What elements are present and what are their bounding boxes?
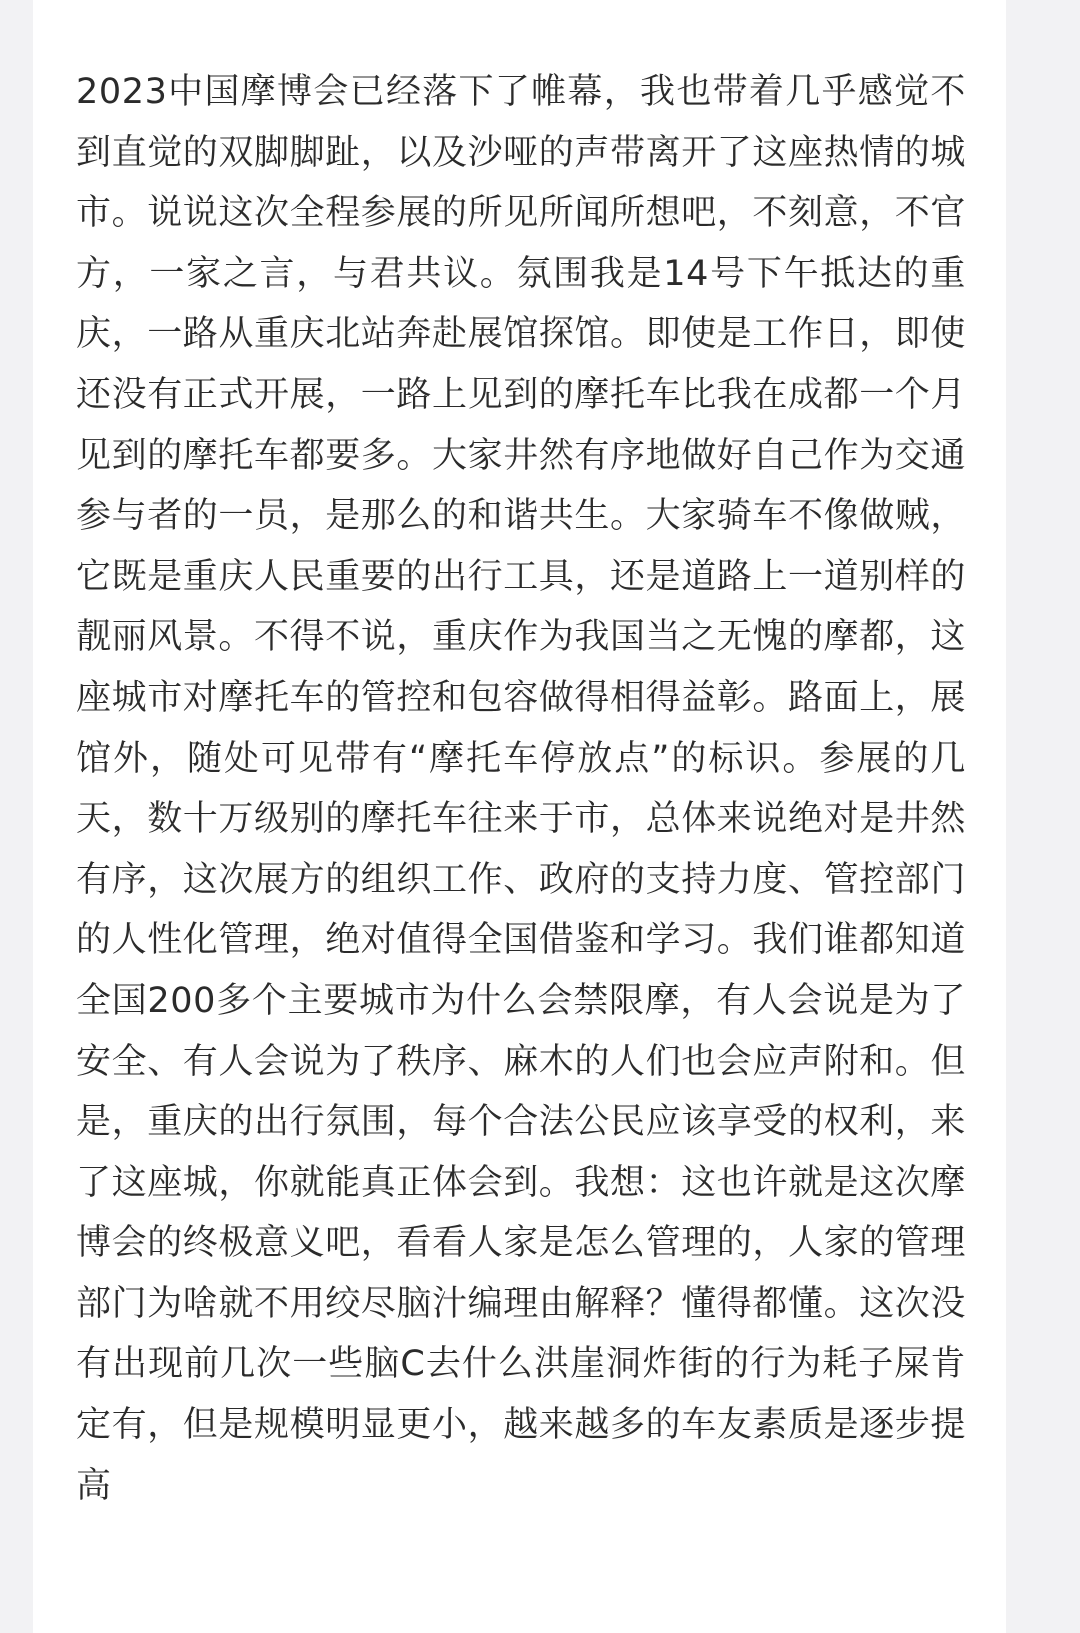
article-card [33, 0, 1006, 1633]
article-body-text: 2023中国摩博会已经落下了帷幕，我也带着几乎感觉不到直觉的双脚脚趾，以及沙哑的声带离开了这座热情的城市。说说这次全程参展的所见所闻所想吧，不刻意，不官方，一家之言，与君共议。氛围我是14号下午抵达的重庆，一路从重庆北站奔赴展馆探馆。即使是工作日，即使还没有正式开展，一路上见到的摩托车比我在成都一个月见到的摩托车都要多。大家井然有序地做好自己作为交通参与者的一员，是那么的和谐共生。大家骑车不像做贼，它既是重庆人民重要的出行工具，还是道路上一道别样的靓丽风景。不得不说，重庆作为我国当之无愧的摩都，这座城市对摩托车的管控和包容做得相得益彰。路面上，展馆外，随处可见带有“摩托车停放点”的标识。参展的几天，数十万级别的摩托车往来于市，总体来说绝对是井然有序，这次展方的组织工作、政府的支持力度、管控部门的人性化管理，绝对值得全国借鉴和学习。我们谁都知道全国200多个主要城市为什么会禁限摩，有人会说是为了安全、有人会说为了秩序、麻木的人们也会应声附和。但是，重庆的出行氛围，每个合法公民应该享受的权利，来了这座城，你就能真正体会到。我想：这也许就是这次摩博会的终极意义吧，看看人家是怎么管理的，人家的管理部门为啥就不用绞尽脑汁编理由解释？懂得都懂。这次没有出现前几次一些脑C去什么洪崖洞炸街的行为耗子屎肯定有，但是规模明显更小，越来越多的车友素质是逐步提高 [76, 72, 967, 1506]
bottom-fade-overlay [33, 1563, 1006, 1633]
